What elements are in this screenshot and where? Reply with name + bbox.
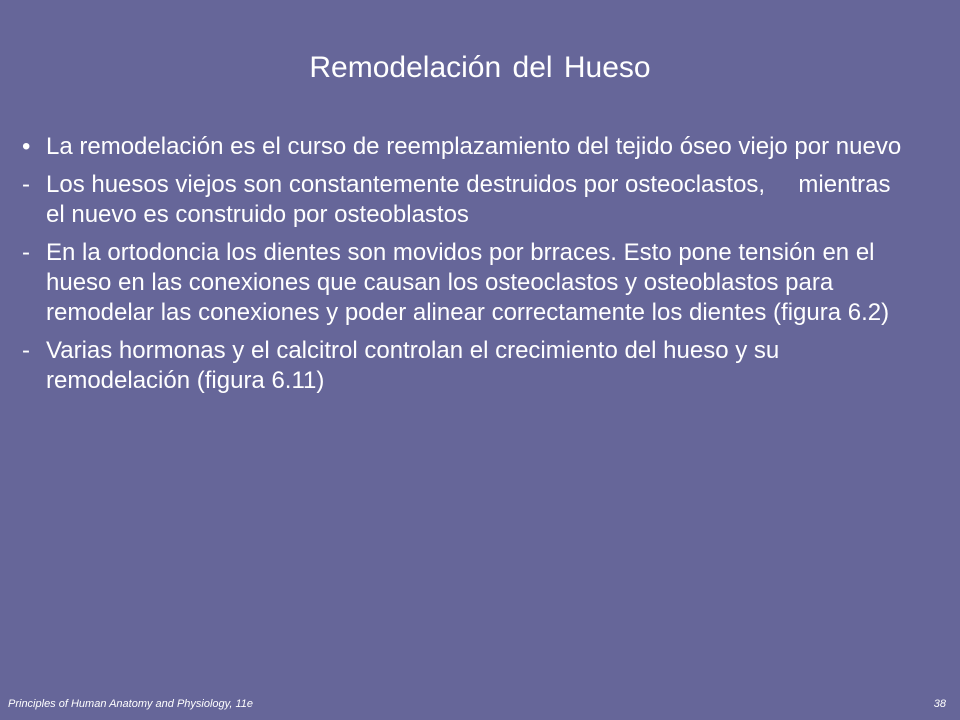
page-number: 38: [933, 698, 946, 710]
slide-title: Remodelación del Hueso: [309, 51, 651, 84]
footer-source: Principles of Human Anatomy and Physiology, 11e: [8, 698, 253, 710]
list-item-text: La remodelación es el curso de reemplazamiento del tejido óseo viejo por nuevo: [46, 133, 902, 160]
list-item-text: Varias hormonas y el calcitrol controlan el crecimiento del hueso y su remodelación (figura 6.11): [46, 337, 780, 394]
list-item: [22, 238, 902, 328]
list-item: [22, 132, 902, 162]
list-item-text: En la ortodoncia los dientes son movidos por brraces. Esto pone tensión en el hueso en las conexiones que causan los osteoclastos y osteoblastos para remodelar las conexiones y poder alinear correctamente los dientes (figura 6.2): [46, 239, 890, 326]
list-item-text: Los huesos viejos son constantemente destruidos por osteoclastos, mientras el nuevo es construido por osteoblastos: [46, 171, 898, 228]
dash-marker: -: [22, 171, 30, 198]
slide-content: [22, 132, 902, 404]
dash-marker: -: [22, 337, 30, 364]
dash-marker: -: [22, 239, 30, 266]
list-item: [22, 336, 902, 396]
bullet-marker: •: [22, 133, 31, 160]
list-item: [22, 170, 902, 230]
